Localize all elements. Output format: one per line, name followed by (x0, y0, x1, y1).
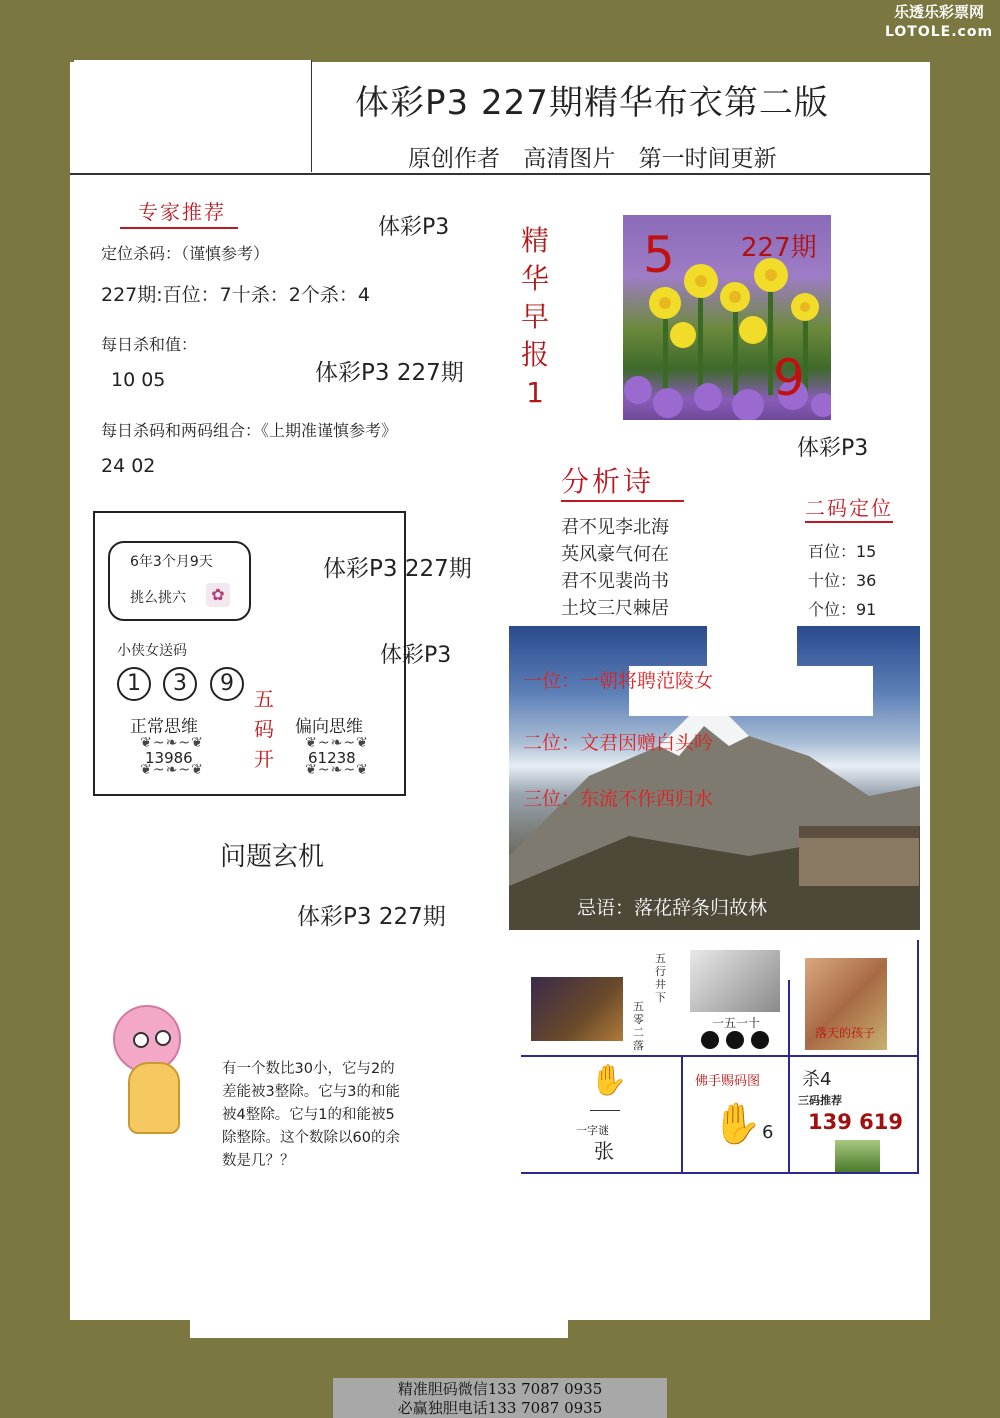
ornament-divider: ❦~❧~❦ (305, 762, 369, 778)
poem-title: 分析诗 (561, 460, 684, 502)
flower-bottom-number: 9 (773, 349, 805, 407)
brand-issue-label: 体彩P3 227期 (323, 556, 472, 582)
wuxing-char: 五 (655, 952, 666, 965)
five-code-char: 开 (254, 747, 274, 771)
ink-painting-image (690, 950, 780, 1012)
wuling-char: 零 (633, 1013, 644, 1026)
riddle-line: 有一个数比30小，它与2的 (222, 1061, 395, 1077)
stage-image (531, 977, 623, 1041)
brand-issue-label: 体彩P3 227期 (297, 904, 446, 930)
riddle-text (222, 1058, 400, 1173)
footer-line: 精准胆码微信133 7087 0935 (397, 1380, 603, 1398)
brand-issue-label: 体彩P3 227期 (315, 360, 464, 386)
bias-thinking-label: 偏向思维 (295, 717, 363, 737)
two-code-row: 个位：91 (808, 600, 877, 619)
grid-line (521, 1055, 919, 1057)
yiwu-text: 一五一十 (712, 1016, 761, 1030)
five-code-char: 码 (254, 717, 274, 741)
expert-section-title: 专家推荐 (120, 196, 238, 229)
mascot-eye (155, 1030, 171, 1046)
daily-sum-kill-value: 10 05 (111, 369, 166, 391)
poem-lines (561, 514, 669, 622)
circled-number: 9 (210, 667, 244, 701)
flower-issue: 227期 (741, 233, 817, 263)
black-dots (700, 1031, 770, 1053)
vertical-char: 早 (520, 300, 549, 333)
two-code-row: 百位：15 (808, 542, 877, 561)
black-dot (726, 1031, 744, 1049)
vertical-char: 报 (520, 338, 549, 371)
five-code-char: 五 (254, 687, 274, 711)
position-kill-value: 227期:百位：7十杀：2个杀：4 (101, 284, 370, 306)
footer-line: 必赢独胆电话133 7087 0935 (397, 1399, 603, 1417)
wuling-label (633, 1000, 644, 1052)
header-blank-panel (74, 60, 312, 172)
grid-line (681, 1055, 683, 1173)
wuxing-char: 行 (655, 965, 666, 978)
wuling-char: 五 (633, 1000, 644, 1013)
riddle-line: 差能被3整除。它与3的和能 (222, 1084, 400, 1100)
brand-label: 体彩P3 (380, 643, 452, 668)
grid-line (917, 940, 919, 1173)
three-code-value: 139 619 (808, 1110, 903, 1134)
black-dot (701, 1031, 719, 1049)
mascot-eye (133, 1032, 149, 1048)
three-code-label: 三码推荐 (798, 1094, 842, 1107)
circled-number: 3 (163, 667, 197, 701)
riddle-title: 问题玄机 (220, 842, 325, 872)
duration-text: 6年3个月9天 (130, 554, 213, 570)
grid-line (521, 1172, 919, 1174)
buddha-label: 佛手赐码图 (695, 1074, 761, 1089)
position-two-text: 二位：文君因赠白头吟 (523, 732, 714, 754)
position-three-text: 三位：东流不作西归水 (523, 788, 714, 810)
normal-thinking-label: 正常思维 (130, 717, 198, 737)
grid-line (788, 980, 790, 1173)
position-one-text: 一位：一朝将聘范陵女 (523, 670, 714, 692)
two-code-rows (808, 537, 876, 624)
poem-line: 英风豪气何在 (561, 544, 669, 565)
riddle-line: 数是几？？ (222, 1153, 295, 1169)
zi-label: 一字谜 (576, 1124, 609, 1137)
vertical-char: 精 (520, 224, 549, 257)
wuling-char: 二 (633, 1026, 644, 1039)
position-kill-label: 定位杀码：（谨慎参考） (101, 244, 270, 263)
circled-number: 1 (117, 667, 151, 701)
ornament-divider: ❦~❧~❦ (305, 735, 369, 751)
wuxing-label (655, 952, 666, 1004)
five-code-open (254, 684, 274, 774)
page-title: 体彩P3 227期精华布衣第二版 (355, 83, 829, 123)
logo-line1: 乐透乐彩票网 (893, 3, 984, 21)
wuling-char: 落 (633, 1039, 644, 1052)
kill-label: 杀4 (802, 1069, 832, 1090)
logo-line2: LOTOLE.com (884, 24, 994, 40)
daffodil-image (623, 215, 831, 420)
riddle-line-divider (590, 1110, 620, 1111)
bias-thinking-value: 61238 (308, 749, 356, 767)
vertical-char: 华 (520, 262, 549, 295)
mascot-body (128, 1062, 180, 1134)
header-divider (70, 173, 930, 175)
page-subtitle: 原创作者 高清图片 第一时间更新 (408, 146, 777, 172)
zi-value: 张 (594, 1139, 614, 1163)
wuxing-char: 井 (655, 978, 666, 991)
taboo-text: 忌语：落花辞条归故林 (577, 897, 768, 919)
vertical-char: 1 (526, 376, 544, 409)
grass-image (835, 1140, 880, 1172)
riddle-line: 除整除。这个数除以60的余 (222, 1130, 400, 1146)
ornament-divider: ❦~❧~❦ (140, 735, 204, 751)
footer-contact (333, 1378, 667, 1418)
poem-line: 土坟三尺棘居 (561, 598, 669, 619)
mountain-image (509, 626, 920, 930)
buddha-hand-icon: ✋ (712, 1101, 762, 1147)
buddha-value: 6 (762, 1122, 774, 1143)
sheet-bottom-tab (190, 1318, 568, 1338)
black-dot (751, 1031, 769, 1049)
girl-label: 小侠女送码 (117, 643, 187, 659)
palm-icon: ✋ (590, 1063, 628, 1098)
vertical-title (518, 222, 552, 412)
brand-label: 体彩P3 (797, 436, 869, 461)
ornament-divider: ❦~❧~❦ (140, 762, 204, 778)
flower-top-number: 5 (643, 226, 675, 284)
site-logo (878, 0, 1000, 44)
daily-combo-kill-value: 24 02 (101, 455, 156, 477)
daily-sum-kill-label: 每日杀和值： (101, 335, 198, 354)
flower-icon: ✿ (206, 583, 230, 607)
normal-thinking-value: 13986 (145, 749, 193, 767)
poem-line: 君不见李北海 (561, 517, 669, 538)
brand-label: 体彩P3 (378, 215, 450, 240)
poem-line: 君不见裴尚书 (561, 571, 669, 592)
two-code-row: 十位：36 (808, 571, 877, 590)
riddle-line: 被4整除。它与1的和能被5 (222, 1107, 395, 1123)
daily-combo-kill-label: 每日杀码和两码组合：《上期准谨慎参考》 (101, 421, 398, 440)
wuxing-char: 下 (655, 991, 666, 1004)
two-code-title: 二码定位 (805, 492, 893, 523)
duration-card (108, 541, 251, 621)
pick-text: 挑么挑六 (130, 590, 186, 606)
kid-caption: 落天的孩子 (815, 1026, 876, 1040)
